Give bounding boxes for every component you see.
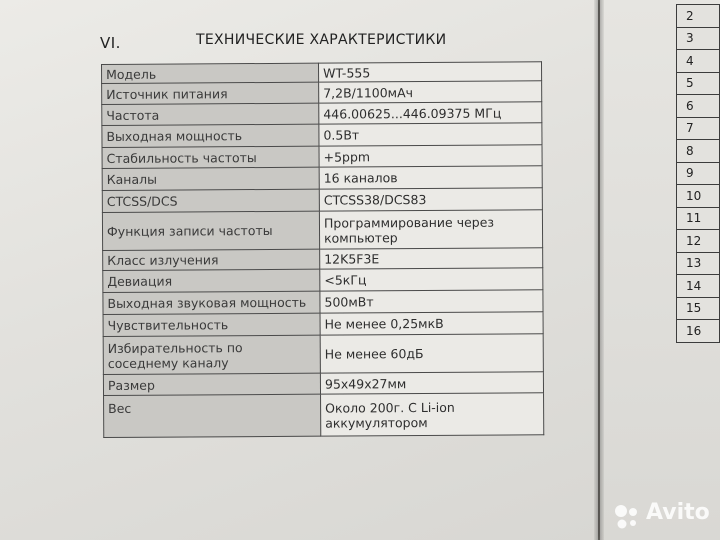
table-row — [677, 185, 720, 208]
row-number: 2 — [677, 5, 720, 28]
spec-label: Частота — [102, 103, 319, 125]
row-number: 16 — [677, 320, 720, 343]
avito-logo-icon — [612, 502, 642, 532]
spec-label: Класс излучения — [103, 249, 320, 270]
table-row — [677, 50, 720, 73]
spec-value: CTCSS38/DCS83 — [319, 188, 542, 211]
spec-label: Вес — [104, 394, 321, 437]
table-row — [677, 72, 720, 95]
row-number: 15 — [677, 297, 720, 320]
spec-value: 12K5F3E — [320, 248, 543, 269]
spec-label: CTCSS/DCS — [102, 189, 319, 212]
section-number: VI. — [100, 34, 121, 52]
spec-value: Около 200г. С Li-ion аккумулятором — [321, 393, 544, 436]
spec-value: WT-555 — [318, 62, 541, 82]
table-row — [677, 275, 720, 298]
spec-value: Не менее 60дБ — [320, 334, 543, 373]
row-number: 7 — [677, 117, 720, 140]
table-row — [677, 5, 720, 28]
table-row — [102, 210, 542, 251]
table-row — [677, 230, 720, 253]
spec-label: Источник питания — [102, 82, 319, 104]
table-row — [677, 320, 720, 343]
row-number: 10 — [677, 185, 720, 208]
table-row — [677, 162, 720, 185]
spec-label: Избирательность по соседнему каналу — [103, 335, 320, 374]
spec-value: 446.00625...446.09375 МГц — [319, 102, 542, 124]
table-row — [103, 248, 543, 271]
spec-value: 7,2В/1100мАч — [319, 81, 542, 103]
row-number: 6 — [677, 95, 720, 118]
table-row — [102, 145, 542, 169]
watermark-text: Avito — [646, 500, 710, 525]
table-row — [677, 27, 720, 50]
table-row — [677, 117, 720, 140]
book-gutter — [594, 0, 604, 540]
table-row — [677, 252, 720, 275]
spec-value: 16 каналов — [319, 166, 542, 189]
spec-value: 500мВт — [320, 290, 543, 313]
table-row — [102, 81, 542, 105]
spec-value: Программирование через компьютер — [319, 210, 542, 249]
table-row — [677, 297, 720, 320]
row-number: 14 — [677, 275, 720, 298]
table-row — [677, 140, 720, 163]
row-number: 4 — [677, 50, 720, 73]
table-row — [677, 95, 720, 118]
spec-label: Каналы — [102, 167, 319, 190]
row-number: 8 — [677, 140, 720, 163]
row-number: 11 — [677, 207, 720, 230]
row-number: 5 — [677, 72, 720, 95]
right-page-table — [676, 4, 720, 343]
spec-label: Выходная звуковая мощность — [103, 291, 320, 314]
spec-label: Девиация — [103, 269, 320, 292]
spec-label: Функция записи частоты — [102, 211, 319, 250]
table-row — [103, 290, 543, 315]
spec-label: Стабильность частоты — [102, 146, 319, 168]
table-row — [104, 393, 544, 438]
spec-label: Чувствительность — [103, 313, 320, 336]
table-row — [103, 268, 543, 293]
table-row — [102, 102, 542, 126]
spec-value: +5ppm — [319, 145, 542, 167]
row-number: 13 — [677, 252, 720, 275]
spec-value: Не менее 0,25мкВ — [320, 312, 543, 335]
table-row — [677, 207, 720, 230]
table-row — [103, 312, 543, 337]
spec-label: Модель — [102, 63, 319, 83]
table-row — [103, 372, 543, 396]
section-title: ТЕХНИЧЕСКИЕ ХАРАКТЕРИСТИКИ — [196, 32, 447, 48]
row-number: 3 — [677, 27, 720, 50]
row-number: 9 — [677, 162, 720, 185]
spec-label: Размер — [103, 373, 320, 395]
table-row — [102, 123, 542, 148]
spec-label: Выходная мощность — [102, 124, 319, 147]
spec-value: 0.5Вт — [319, 123, 542, 146]
table-row — [102, 166, 542, 191]
specs-table — [101, 61, 544, 438]
table-row — [102, 188, 542, 213]
spec-value: 95х49х27мм — [320, 372, 543, 394]
table-row — [103, 334, 543, 375]
row-number: 12 — [677, 230, 720, 253]
spec-value: <5кГц — [320, 268, 543, 291]
